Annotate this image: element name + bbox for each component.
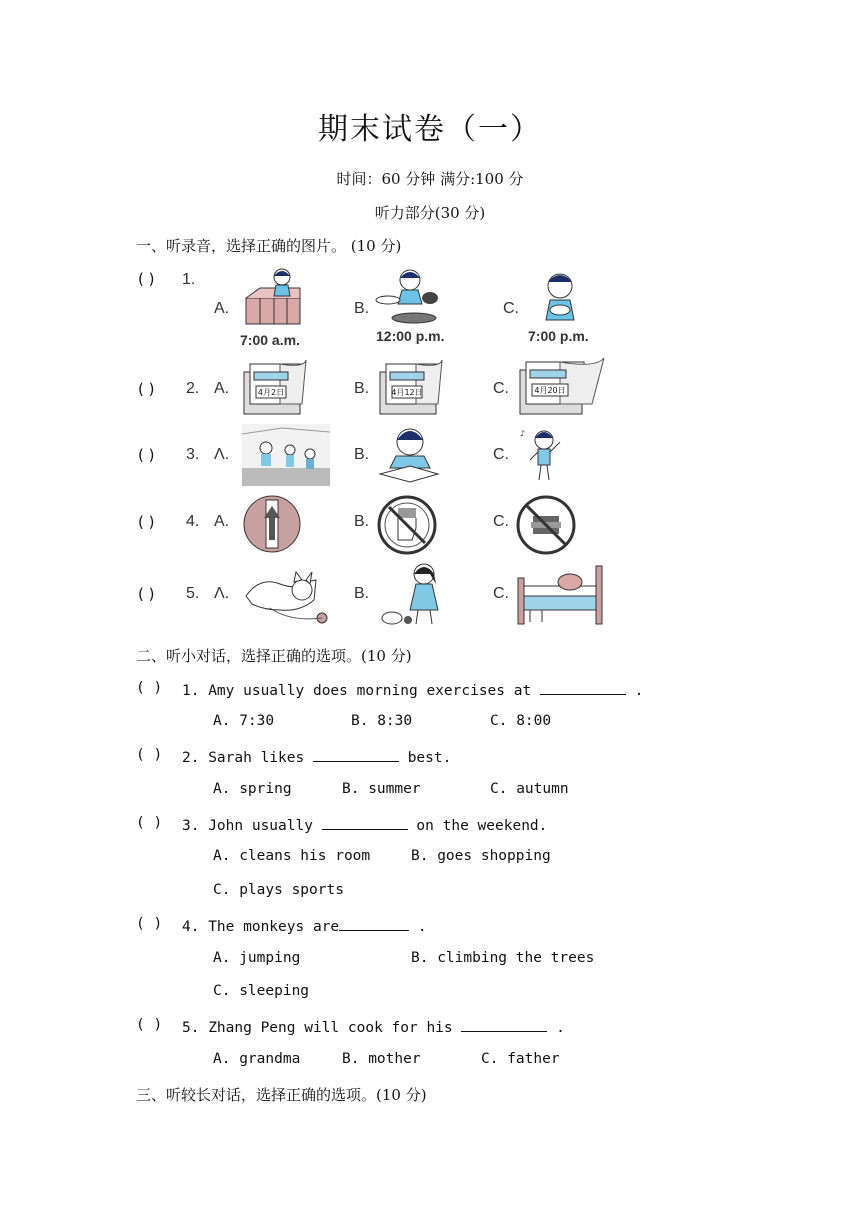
svg-text:♪: ♪ [520, 429, 526, 438]
calendar-date-text: 4月12日 [391, 388, 423, 397]
cat-playing-icon [240, 560, 334, 626]
s2-question-4 [182, 916, 427, 935]
option-label: Λ. [214, 446, 230, 463]
option-label: C. [493, 513, 509, 530]
question-text: The monkeys are [208, 919, 340, 935]
question-text-end: . [409, 919, 427, 935]
question-number: 5. [182, 1020, 200, 1036]
option-label: B. [354, 513, 370, 530]
option-c: C. autumn [490, 781, 569, 797]
option-b: B. mother [342, 1051, 421, 1067]
answer-paren[interactable]: ( ) [136, 680, 163, 696]
question-text: John usually [208, 818, 322, 834]
question-number: 3. [182, 818, 200, 834]
answer-paren[interactable]: ( ) [138, 585, 155, 603]
option-c: C. 8:00 [490, 713, 552, 729]
option-label: A. [214, 300, 230, 317]
answer-blank[interactable] [339, 916, 409, 931]
one-way-sign-icon [242, 494, 302, 554]
no-touching-sign-icon [376, 494, 438, 556]
option-a: A. spring [213, 781, 292, 797]
question-text-end: on the weekend. [407, 818, 548, 834]
boy-waving-icon [516, 424, 566, 486]
boy-reading-icon [376, 424, 442, 488]
listening-part-label: 听力部分(30 分) [374, 204, 486, 222]
question-number: 4. [186, 513, 200, 530]
option-label: B. [354, 585, 370, 602]
answer-paren[interactable]: ( ) [136, 916, 163, 932]
answer-blank[interactable] [461, 1017, 547, 1032]
time-caption: 12:00 p.m. [376, 328, 445, 344]
calendar-icon [376, 358, 446, 418]
option-a: A. cleans his room [213, 848, 371, 864]
answer-blank[interactable] [540, 680, 626, 695]
question-number: 2. [186, 380, 200, 397]
option-a: A. 7:30 [213, 713, 275, 729]
question-number: 2. [182, 750, 200, 766]
section2-heading: 二、听小对话，选择正确的选项。(10 分) [136, 647, 412, 665]
answer-paren[interactable]: ( ) [138, 446, 155, 464]
time-score-line: 时间：60 分钟 满分:100 分 [336, 170, 524, 188]
option-label: B. [354, 380, 370, 397]
answer-paren[interactable]: ( ) [138, 270, 155, 288]
boy-eating-dinner-icon [528, 268, 588, 328]
s2-question-2 [182, 747, 451, 766]
question-number: 5. [186, 585, 200, 602]
option-label: A. [214, 513, 230, 530]
option-label: A. [214, 380, 230, 397]
option-label: Λ. [214, 585, 230, 602]
calendar-icon [516, 356, 608, 418]
answer-paren[interactable]: ( ) [136, 747, 163, 763]
time-caption: 7:00 p.m. [528, 328, 589, 344]
page-title: 期末试卷（一） [318, 112, 542, 147]
option-b: B. climbing the trees [411, 950, 595, 966]
option-a: A. jumping [213, 950, 301, 966]
answer-blank[interactable] [322, 815, 408, 830]
question-number: 1. [182, 271, 196, 288]
option-label: B. [354, 446, 370, 463]
boy-exercising-icon [240, 268, 306, 330]
option-c: C. sleeping [213, 983, 310, 999]
option-a: A. grandma [213, 1051, 301, 1067]
question-number: 3. [186, 446, 200, 463]
s2-question-3 [182, 815, 547, 834]
option-b: B. goes shopping [411, 848, 551, 864]
answer-blank[interactable] [313, 747, 399, 762]
no-eating-sign-icon [515, 494, 577, 556]
option-b: B. 8:30 [351, 713, 413, 729]
option-c: C. father [481, 1051, 560, 1067]
option-b: B. summer [342, 781, 421, 797]
option-label: C. [493, 585, 509, 602]
option-label: C. [493, 446, 509, 463]
question-text-end: . [625, 683, 644, 699]
cat-on-bed-icon [514, 562, 608, 626]
answer-paren[interactable]: ( ) [138, 380, 155, 398]
option-c: C. plays sports [213, 882, 344, 898]
answer-paren[interactable]: ( ) [136, 1017, 163, 1033]
s2-question-1 [182, 680, 643, 699]
boy-eating-lunch-icon [374, 266, 440, 328]
answer-paren[interactable]: ( ) [138, 513, 155, 531]
question-text-end: . [547, 1020, 565, 1036]
option-label: B. [354, 300, 370, 317]
question-text: Amy usually does morning exercises at [208, 683, 540, 699]
calendar-date-text: 4月2日 [257, 388, 285, 397]
girl-with-cat-icon [374, 560, 454, 628]
time-caption: 7:00 a.m. [240, 332, 300, 348]
calendar-icon [240, 358, 310, 418]
question-text: Zhang Peng will cook for his [208, 1020, 462, 1036]
option-label: C. [493, 380, 509, 397]
answer-paren[interactable]: ( ) [136, 815, 163, 831]
question-text: Sarah likes [208, 750, 313, 766]
option-label: C. [503, 300, 519, 317]
section1-heading: 一、听录音，选择正确的图片。 (10 分) [136, 237, 402, 255]
s2-question-5 [182, 1017, 565, 1036]
question-number: 4. [182, 919, 200, 935]
section3-heading: 三、听较长对话，选择正确的选项。(10 分) [136, 1086, 427, 1104]
calendar-date-text: 4月20日 [534, 386, 566, 395]
question-text-end: best. [398, 750, 452, 766]
children-playing-icon [242, 424, 330, 486]
question-number: 1. [182, 683, 200, 699]
